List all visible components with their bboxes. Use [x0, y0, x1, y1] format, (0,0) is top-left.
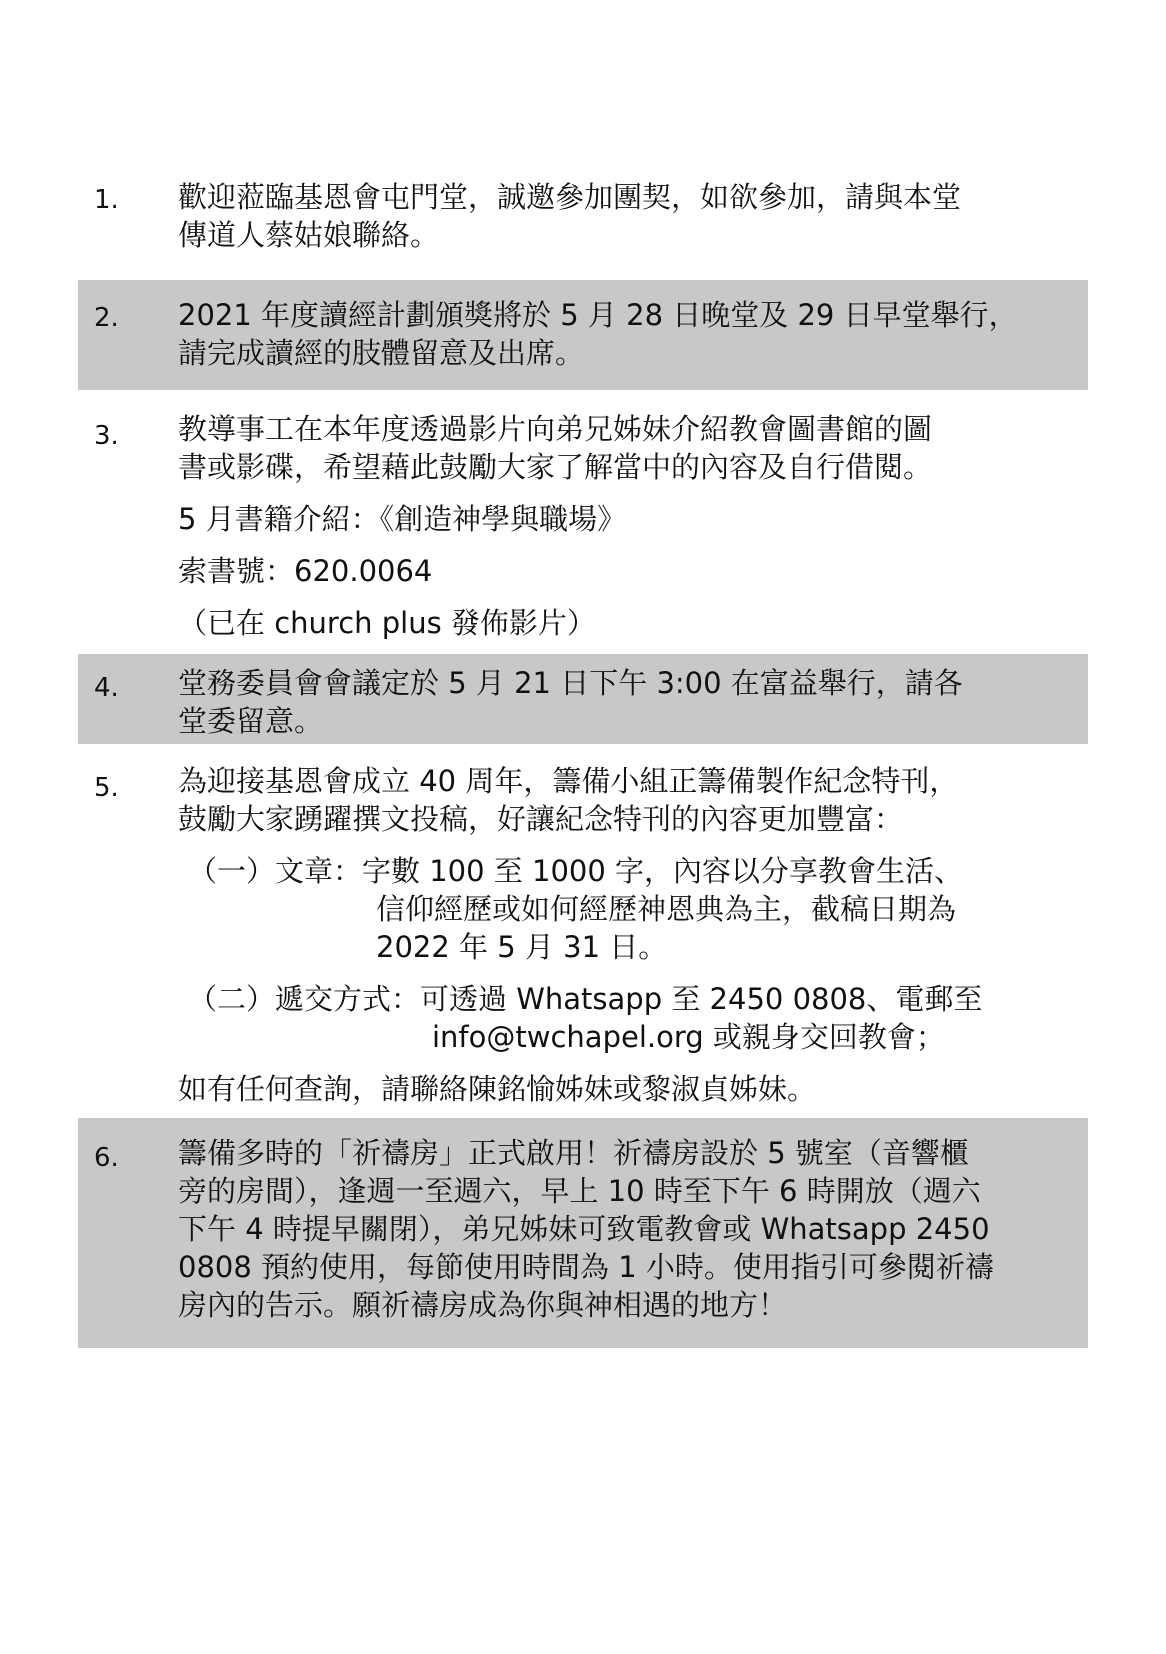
text-line: 堂委留意。: [178, 704, 324, 738]
item-number: 3.: [94, 421, 119, 451]
item-number: 6.: [94, 1143, 119, 1173]
text-line: 教導事工在本年度透過影片向弟兄姊妹介紹教會圖書館的圖: [178, 412, 933, 446]
submission-info: （二）遞交方式：可透過 Whatsapp 至 2450 0808、電郵至: [188, 982, 983, 1016]
text-line: 書或影碟，希望藉此鼓勵大家了解當中的內容及自行借閱。: [178, 450, 933, 484]
enquiry-info: 如有任何查詢，請聯絡陳銘愉姊妹或黎淑貞姊妹。: [178, 1072, 817, 1106]
notice-item-6: [78, 1118, 1088, 1348]
video-note: （已在 church plus 發佈影片）: [178, 606, 596, 640]
text-line: 籌備多時的「祈禱房」正式啟用！祈禱房設於 5 號室（音響櫃: [178, 1136, 969, 1170]
article-info: 信仰經歷或如何經歷神恩典為主，截稿日期為: [376, 892, 957, 926]
item-text: [178, 410, 1078, 642]
text-line: 傳道人蔡姑娘聯絡。: [178, 218, 440, 252]
article-info: （一）文章：字數 100 至 1000 字，內容以分享教會生活、: [188, 854, 964, 888]
text-line: 旁的房間），逢週一至週六，早上 10 時至下午 6 時開放（週六: [178, 1174, 981, 1208]
book-intro: 5 月書籍介紹：《創造神學與職場》: [178, 502, 627, 536]
text-line: 堂務委員會會議定於 5 月 21 日下午 3:00 在富益舉行，請各: [178, 666, 963, 700]
call-number: 索書號：620.0064: [178, 554, 433, 588]
item-text: [178, 178, 1078, 254]
item-number: 5.: [94, 773, 119, 803]
item-text: [178, 296, 1078, 372]
notice-item-3: [78, 404, 1088, 644]
text-line: 歡迎蒞臨基恩會屯門堂，誠邀參加團契，如欲參加，請與本堂: [178, 180, 962, 214]
text-line: 2021 年度讀經計劃頒獎將於 5 月 28 日晚堂及 29 日早堂舉行，: [178, 298, 1018, 332]
text-line: 0808 預約使用，每節使用時間為 1 小時。使用指引可參閱祈禱: [178, 1250, 994, 1284]
text-line: 下午 4 時提早關閉），弟兄姊妹可致電教會或 Whatsapp 2450: [178, 1212, 990, 1246]
text-line: 房內的告示。願祈禱房成為你與神相遇的地方！: [178, 1288, 788, 1322]
notice-item-1: [78, 176, 1088, 266]
submission-info: info@twchapel.org 或親身交回教會；: [432, 1020, 945, 1054]
text-line: 為迎接基恩會成立 40 周年，籌備小組正籌備製作紀念特刊，: [178, 764, 959, 798]
item-text: [178, 762, 1078, 1108]
text-line: 鼓勵大家踴躍撰文投稿，好讓紀念特刊的內容更加豐富：: [178, 802, 904, 836]
text-line: 請完成讀經的肢體留意及出席。: [178, 336, 585, 370]
item-text: [178, 664, 1078, 740]
notice-item-4: [78, 654, 1088, 744]
notice-item-2: [78, 280, 1088, 390]
item-text: [178, 1134, 1078, 1324]
item-number: 4.: [94, 673, 119, 703]
item-number: 2.: [94, 303, 119, 333]
notice-item-5: [78, 756, 1088, 1106]
item-number: 1.: [94, 185, 119, 215]
article-info: 2022 年 5 月 31 日。: [376, 930, 668, 964]
